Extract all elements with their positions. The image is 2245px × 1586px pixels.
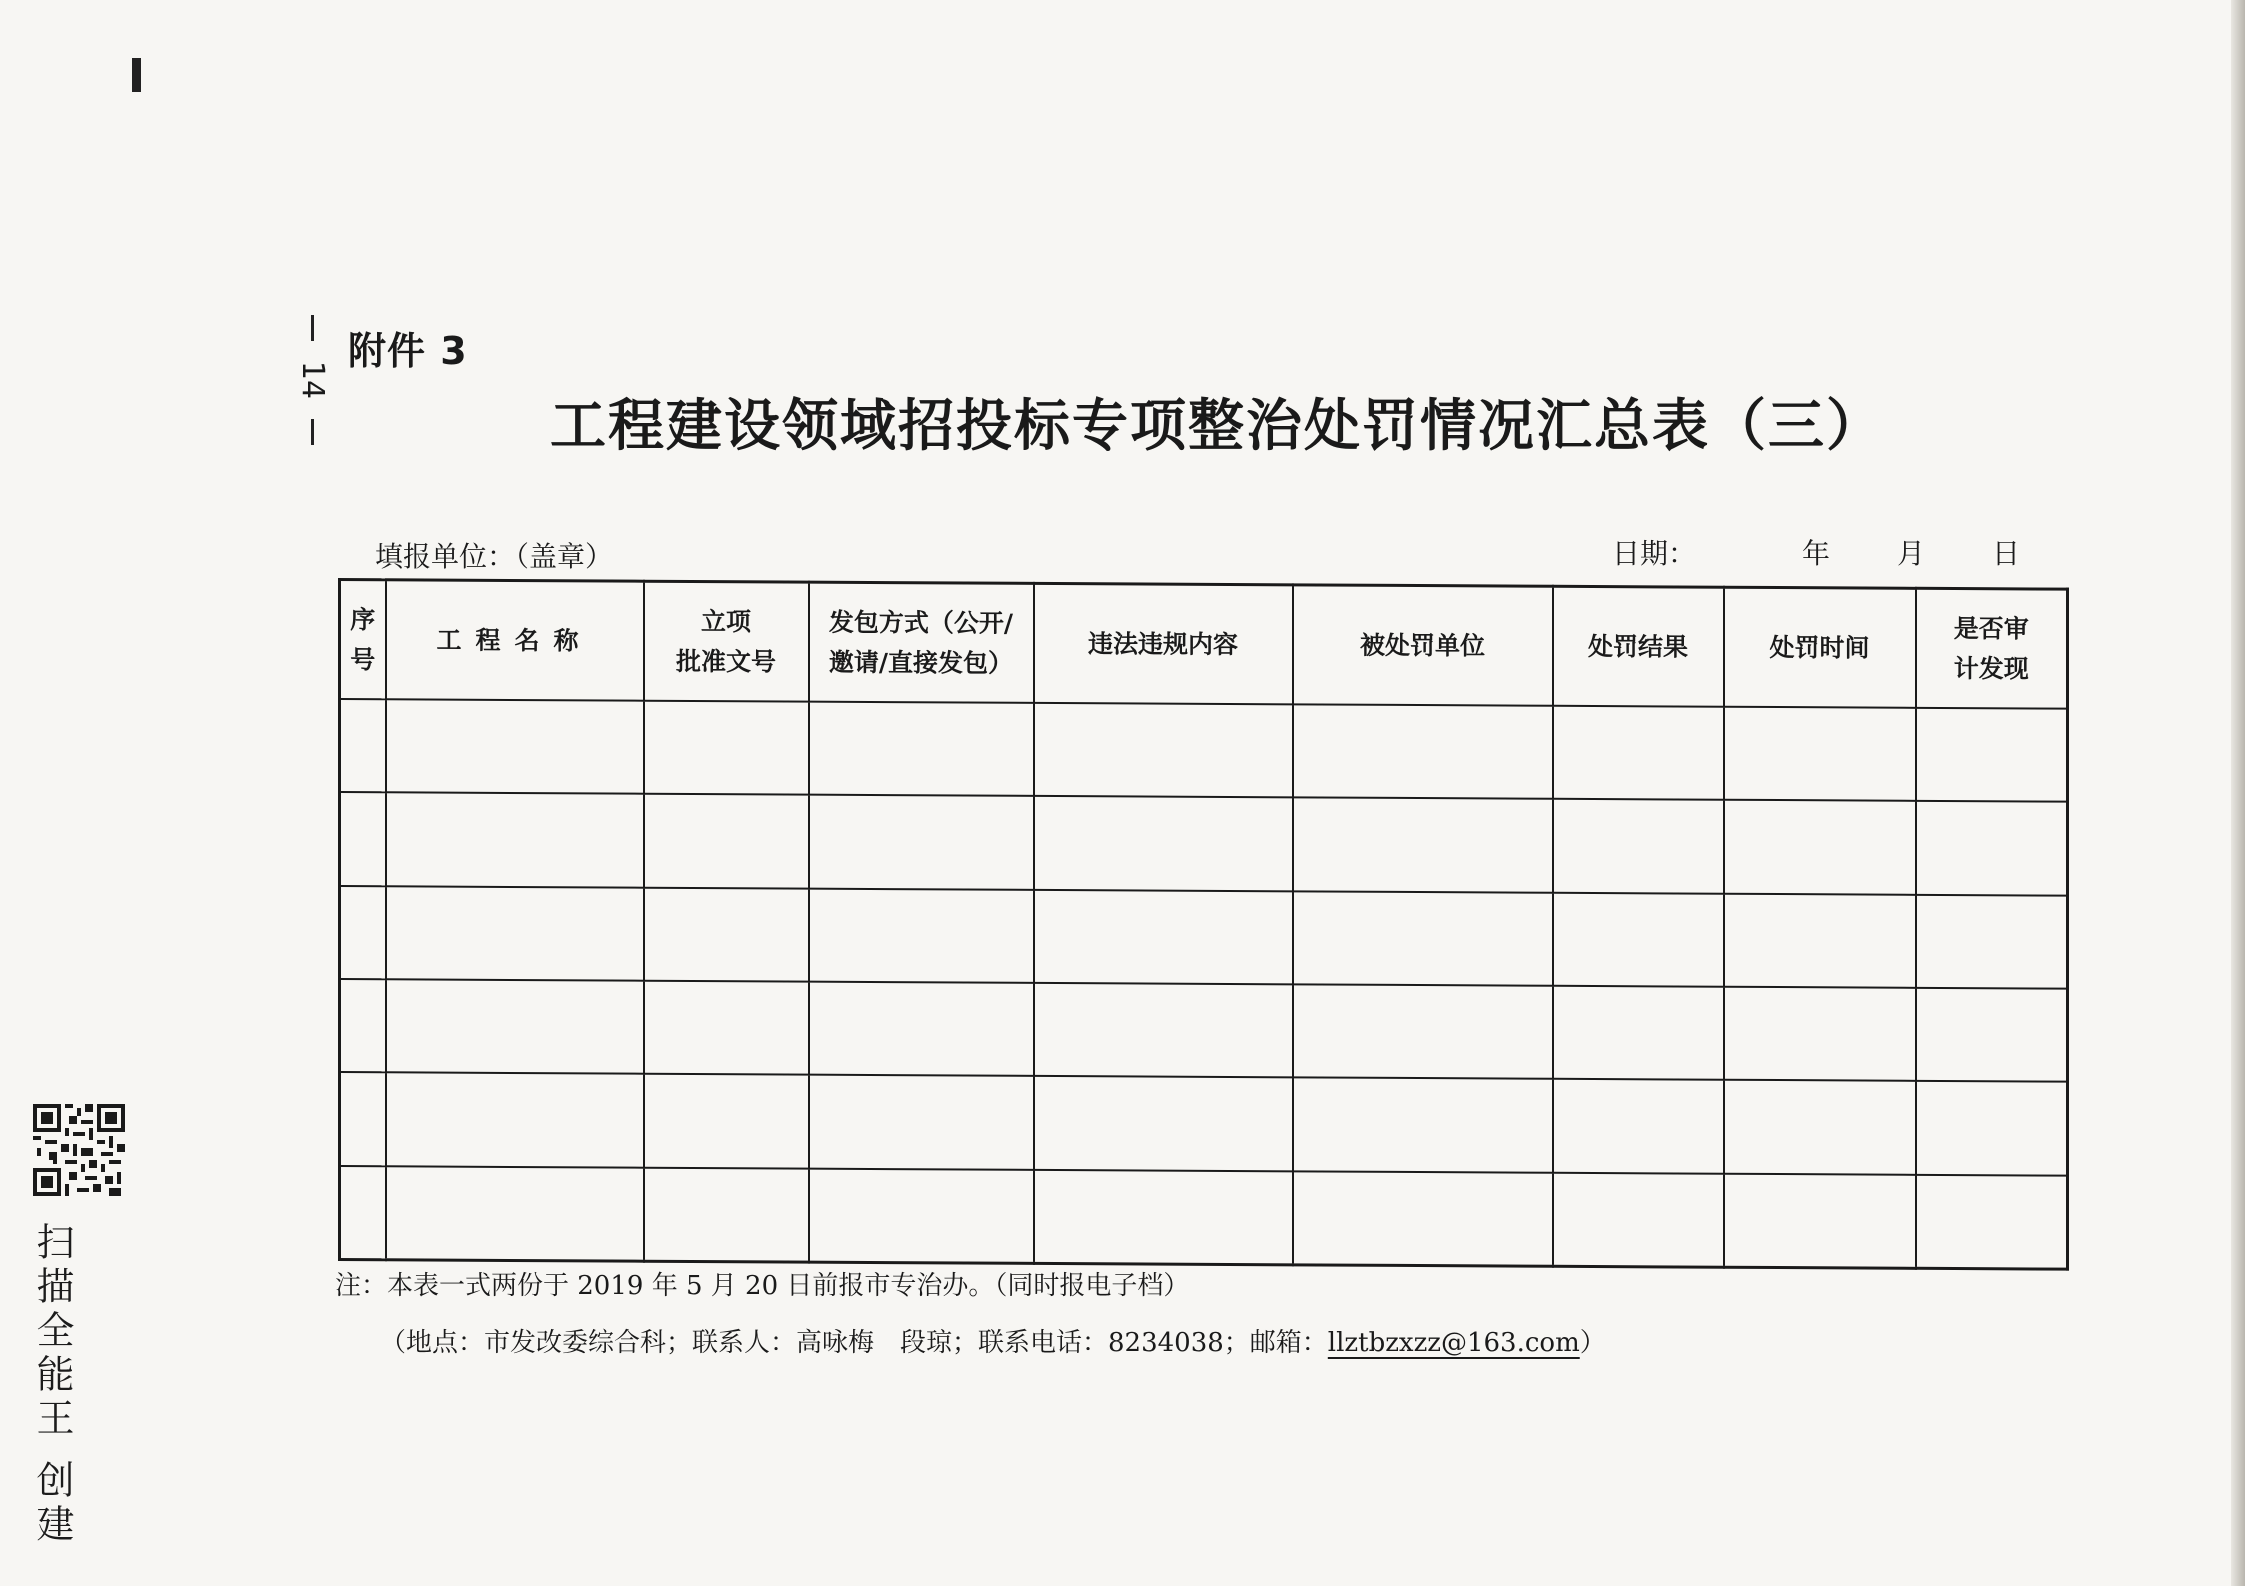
table-cell[interactable] (1034, 1076, 1293, 1171)
table-cell[interactable] (1553, 706, 1724, 800)
qr-code-icon (33, 1104, 125, 1196)
table-cell[interactable] (1293, 1171, 1553, 1266)
table-cell[interactable] (1553, 1079, 1724, 1173)
paper-edge (2231, 0, 2245, 1586)
fill-date (1612, 532, 2020, 572)
table-cell[interactable] (386, 1073, 644, 1168)
header-penalty-result: 处罚结果 (1553, 586, 1724, 706)
table-cell[interactable] (1034, 1170, 1293, 1265)
table-cell[interactable] (1034, 890, 1293, 985)
attachment-label: 附件 3 (348, 329, 468, 373)
table-cell[interactable] (1293, 704, 1553, 799)
table-cell[interactable] (1724, 1173, 1916, 1268)
table-cell[interactable] (386, 793, 644, 888)
scanner-watermark: 扫描全能王 创建 (30, 1222, 74, 1549)
contact-note (380, 1322, 1606, 1359)
table-cell[interactable] (809, 888, 1034, 983)
table-cell[interactable] (644, 701, 809, 795)
table-cell[interactable] (1553, 799, 1724, 893)
table-cell[interactable] (1916, 894, 2068, 988)
header-penalized-unit: 被处罚单位 (1293, 585, 1553, 706)
table-cell[interactable] (1724, 893, 1916, 987)
table-cell[interactable] (1553, 986, 1724, 1080)
table-cell[interactable] (1916, 1081, 2068, 1175)
page-title: 工程建设领域招投标专项整治处罚情况汇总表（三） (550, 393, 1884, 459)
table-cell[interactable] (1293, 891, 1553, 986)
table-cell[interactable] (644, 981, 809, 1075)
table-cell[interactable] (1916, 988, 2068, 1082)
table-row (340, 886, 2068, 989)
contact-prefix: （地点：市发改委综合科；联系人：高咏梅 段琼；联系电话：8234038；邮箱： (380, 1328, 1328, 1358)
table-cell[interactable] (1553, 1172, 1724, 1267)
fill-unit-label: 填报单位：（盖章） (375, 540, 614, 573)
table-cell[interactable] (386, 886, 644, 981)
table-cell[interactable] (809, 982, 1034, 1077)
date-month-label: 月 (1897, 537, 1926, 570)
table-cell[interactable] (1034, 703, 1293, 798)
table-cell[interactable] (809, 1075, 1034, 1170)
header-project-name: 工程名称 (386, 580, 644, 701)
penalty-summary-table-wrapper (338, 578, 2066, 1271)
header-violation-content: 违法违规内容 (1034, 583, 1293, 704)
date-label: 日期： (1612, 537, 1697, 570)
table-row (340, 979, 2068, 1082)
table-cell[interactable] (340, 886, 386, 980)
table-cell[interactable] (340, 1072, 386, 1166)
header-penalty-time: 处罚时间 (1724, 587, 1916, 708)
submission-note: 注：本表一式两份于 2019 年 5 月 20 日前报市专治办。（同时报电子档） (335, 1271, 1190, 1301)
header-approval-number: 立项 批准文号 (644, 581, 809, 701)
table-row (340, 699, 2068, 802)
table-body (340, 699, 2068, 1269)
penalty-summary-table (338, 578, 2069, 1271)
table-cell[interactable] (1293, 798, 1553, 893)
table-cell[interactable] (340, 979, 386, 1073)
table-row (340, 1166, 2068, 1270)
table-cell[interactable] (386, 699, 644, 794)
table-cell[interactable] (1724, 987, 1916, 1081)
table-row (340, 1072, 2068, 1175)
table-cell[interactable] (386, 1166, 644, 1261)
table-cell[interactable] (386, 979, 644, 1074)
table-cell[interactable] (1293, 1078, 1553, 1173)
table-cell[interactable] (1916, 801, 2068, 895)
date-day-label: 日 (1992, 537, 2021, 570)
table-cell[interactable] (340, 699, 386, 793)
header-contracting-method: 发包方式（公开/ 邀请/直接发包） (809, 582, 1034, 703)
page-number (292, 315, 332, 445)
table-cell[interactable] (1293, 984, 1553, 1079)
table-header-row (340, 580, 2068, 709)
contact-suffix: ） (1579, 1328, 1606, 1358)
table-cell[interactable] (1916, 708, 2068, 802)
binder-mark (132, 58, 141, 92)
table-cell[interactable] (644, 1074, 809, 1168)
page-number-dash-bottom (311, 419, 314, 445)
table-cell[interactable] (1916, 1174, 2068, 1269)
table-cell[interactable] (1724, 1080, 1916, 1174)
table-cell[interactable] (340, 1166, 386, 1260)
table-cell[interactable] (1724, 707, 1916, 801)
table-cell[interactable] (1034, 796, 1293, 891)
table-cell[interactable] (1034, 983, 1293, 1078)
table-cell[interactable] (1724, 800, 1916, 894)
table-cell[interactable] (809, 795, 1034, 890)
table-cell[interactable] (340, 792, 386, 886)
contact-email-link[interactable]: llztbzxzz@163.com (1327, 1328, 1580, 1358)
table-cell[interactable] (1553, 892, 1724, 986)
header-audit-found: 是否审 计发现 (1916, 588, 2068, 708)
table-cell[interactable] (644, 887, 809, 981)
table-row (340, 792, 2068, 895)
page-number-value: 14 (295, 360, 330, 400)
table-cell[interactable] (644, 1167, 809, 1262)
header-serial-number: 序 号 (340, 580, 386, 700)
table-cell[interactable] (809, 1168, 1034, 1263)
table-cell[interactable] (644, 794, 809, 888)
table-cell[interactable] (809, 702, 1034, 797)
date-year-label: 年 (1802, 537, 1831, 570)
page-number-dash-top (311, 315, 314, 341)
